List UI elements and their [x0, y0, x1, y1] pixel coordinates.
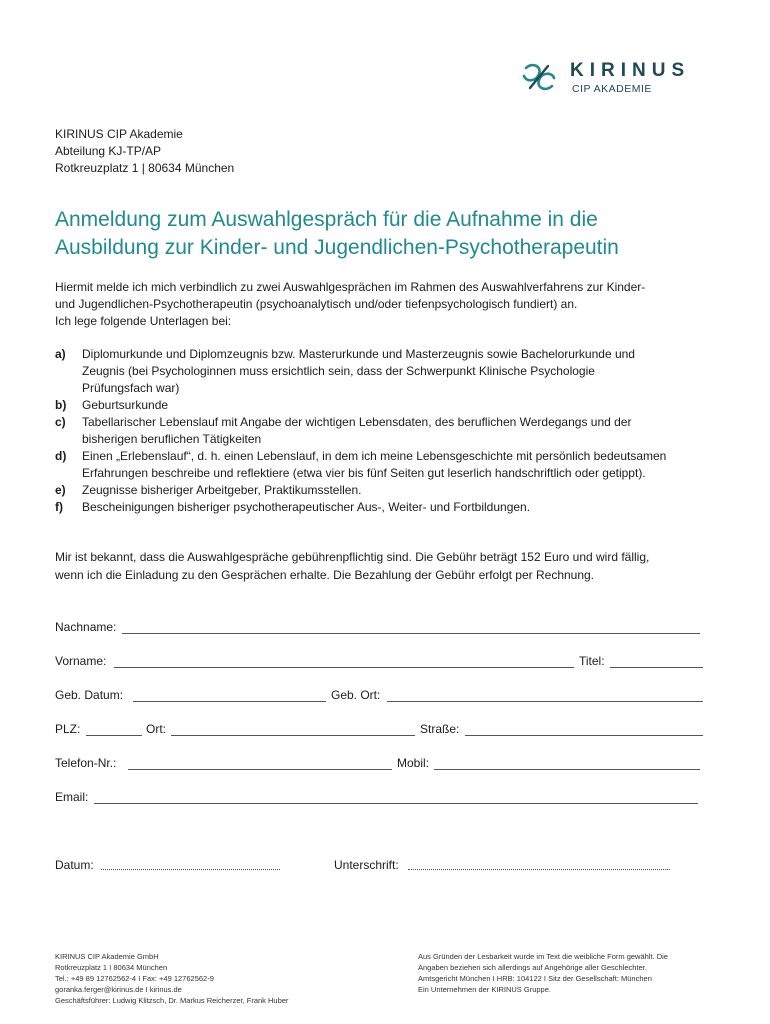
intro-line-1: Hiermit melde ich mich verbindlich zu zwei Auswahlgesprächen im Rahmen des Auswahlverfahrens zur Kinder- [55, 280, 646, 294]
titel-field[interactable] [610, 667, 703, 668]
list-marker-f: f) [55, 500, 63, 514]
geb-datum-field[interactable] [133, 701, 326, 702]
email-field[interactable] [94, 803, 698, 804]
plz-label: PLZ: [55, 722, 81, 736]
fee-notice-line-2: wenn ich die Einladung zu den Gesprächen erhalte. Die Bezahlung der Gebühr erfolgt per Rechnung. [55, 568, 595, 582]
list-marker-e: e) [55, 483, 66, 497]
titel-label: Titel: [579, 654, 605, 668]
unterschrift-field[interactable] [408, 869, 670, 870]
logo-subtitle: CIP AKADEMIE [572, 83, 652, 95]
mobil-label: Mobil: [397, 756, 430, 770]
list-item-e-line-1: Zeugnisse bisheriger Arbeitgeber, Praktikumsstellen. [82, 483, 362, 497]
address-line-3: Rotkreuzplatz 1 | 80634 München [55, 161, 235, 175]
list-item-a-line-2: Zeugnis (bei Psychologinnen muss ersichtlich sein, dass der Schwerpunkt Klinische Psychologie [82, 364, 595, 378]
list-marker-c: c) [55, 415, 66, 429]
geb-ort-field[interactable] [387, 701, 703, 702]
geb-ort-label: Geb. Ort: [331, 688, 381, 702]
list-item-d-line-1: Einen „Erlebenslauf“, d. h. einen Lebenslauf, in dem ich meine Lebensgeschichte mit persönlich bedeutsamen [82, 449, 667, 463]
unterschrift-label: Unterschrift: [334, 858, 399, 872]
footer-register: Amtsgericht München I HRB: 104122 I Sitz der Gesellschaft: München [418, 974, 652, 983]
document-title-line-1: Anmeldung zum Auswahlgespräch für die Aufnahme in die [55, 208, 598, 231]
strasse-label: Straße: [420, 722, 460, 736]
telefon-field[interactable] [128, 769, 392, 770]
footer-group: Ein Unternehmen der KIRINUS Gruppe. [418, 985, 551, 994]
footer-note-line-2: Angaben beziehen sich allerdings auf Angehörige aller Geschlechter. [418, 963, 647, 972]
footer-address: Rotkreuzplatz 1 I 80634 München [55, 963, 168, 972]
list-item-d-line-2: Erfahrungen beschreibe und reflektiere (etwa vier bis fünf Seiten gut leserlich handschriftlich oder getippt). [82, 466, 646, 480]
list-marker-a: a) [55, 347, 66, 361]
geb-datum-label: Geb. Datum: [55, 688, 124, 702]
document-title-line-2: Ausbildung zur Kinder- und Jugendlichen-Psychotherapeutin [55, 236, 619, 259]
mobil-field[interactable] [434, 769, 700, 770]
list-item-b-line-1: Geburtsurkunde [82, 398, 169, 412]
list-marker-d: d) [55, 449, 67, 463]
ort-field[interactable] [171, 735, 415, 736]
telefon-label: Telefon-Nr.: [55, 756, 117, 770]
footer-managing-directors: Geschäftsführer: Ludwig Klitzsch, Dr. Markus Reicherzer, Frank Huber [55, 996, 289, 1005]
list-item-f-line-1: Bescheinigungen bisheriger psychotherapeutischer Aus-, Weiter- und Fortbildungen. [82, 500, 531, 514]
vorname-field[interactable] [114, 667, 574, 668]
strasse-field[interactable] [465, 735, 703, 736]
address-line-2: Abteilung KJ-TP/AP [55, 144, 162, 158]
datum-label: Datum: [55, 858, 94, 872]
vorname-label: Vorname: [55, 654, 107, 668]
datum-field[interactable] [101, 869, 280, 870]
ort-label: Ort: [146, 722, 166, 736]
list-marker-b: b) [55, 398, 67, 412]
footer-phone-fax: Tel.: +49 89 12762562-4 I Fax: +49 12762562-9 [55, 974, 214, 983]
intro-line-2: und Jugendlichen-Psychotherapeutin (psychoanalytisch und/oder tiefenpsychologisch fundiert) an. [55, 297, 578, 311]
fee-notice-line-1: Mir ist bekannt, dass die Auswahlgespräche gebührenpflichtig sind. Die Gebühr beträgt 152 Euro und wird fällig, [55, 550, 650, 564]
list-item-c-line-1: Tabellarischer Lebenslauf mit Angabe der wichtigen Lebensdaten, des beruflichen Werdegangs und der [82, 415, 632, 429]
list-item-a-line-3: Prüfungsfach war) [82, 381, 180, 395]
logo-wordmark: KIRINUS [570, 60, 691, 81]
address-line-1: KIRINUS CIP Akademie [55, 127, 183, 141]
footer-email-web: goranka.ferger@kirinus.de I kirinus.de [55, 985, 182, 994]
footer-note-line-1: Aus Gründen der Lesbarkeit wurde im Text die weibliche Form gewählt. Die [418, 952, 668, 961]
list-item-a-line-1: Diplomurkunde und Diplomzeugnis bzw. Masterurkunde und Masterzeugnis sowie Bachelorurkunde und [82, 347, 635, 361]
footer-company: KIRINUS CIP Akademie GmbH [55, 952, 159, 961]
plz-field[interactable] [86, 735, 142, 736]
email-label: Email: [55, 790, 89, 804]
nachname-field[interactable] [122, 633, 700, 634]
nachname-label: Nachname: [55, 620, 117, 634]
intro-line-3: Ich lege folgende Unterlagen bei: [55, 314, 232, 328]
list-item-c-line-2: bisherigen beruflichen Tätigkeiten [82, 432, 262, 446]
kirinus-logo-icon [520, 60, 558, 94]
